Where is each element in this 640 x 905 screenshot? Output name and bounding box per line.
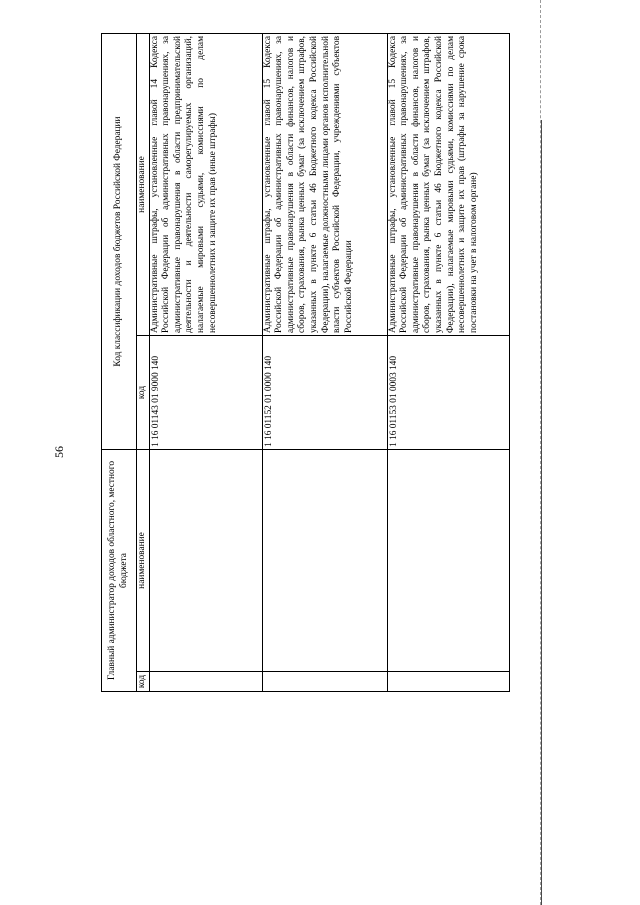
row-name: Административные штрафы, установленные главой 15 Кодекса Российской Федерации об административных правонарушениях, за административные правонарушения в области финансов, налогов и сборов, страхования, рынка ценных бумаг (за исключением штрафов, указанных в пункте 6 статьи 46 Бюджетного кодекса Российской Федерации), налагаемые должностными лицами органов исполнительной власти субъектов Российской Федерации, учреждениями субъектов Российской Федерации: [262, 33, 387, 335]
table-row: [262, 33, 387, 691]
row-code: 1 16 01152 01 0000 140: [262, 336, 387, 450]
admin-header: Главный администратор доходов областного, местного бюджета: [102, 450, 137, 692]
row-code: 1 16 01153 01 0003 140: [387, 336, 509, 450]
admin-col-code: код: [137, 672, 150, 692]
budget-col-code: код: [137, 336, 150, 450]
row-code: 1 16 01143 01 9000 140: [149, 336, 262, 450]
row-name: Административные штрафы, установленные главой 14 Кодекса Российской Федерации об административных правонарушениях, за административные правонарушения в области предпринимательской деятельности и деятельности саморегулируемых организаций, налагаемые мировыми судьями, комиссиями по делам несовершеннолетних и защите их прав (иные штрафы): [149, 33, 262, 335]
budget-col-name: наименование: [137, 33, 150, 335]
scan-edge-line: [541, 120, 542, 905]
page-number: 56: [52, 446, 66, 458]
admin-col-name: наименование: [137, 450, 150, 672]
row-admin-name: [262, 450, 387, 672]
revenue-classification-table: [101, 33, 510, 692]
table-row: [149, 33, 262, 691]
row-admin-name: [387, 450, 509, 672]
row-admin-code: [262, 672, 387, 692]
row-admin-code: [387, 672, 509, 692]
row-admin-code: [149, 672, 262, 692]
row-name: Административные штрафы, установленные главой 15 Кодекса Российской Федерации об административных правонарушениях, за административные правонарушения в области финансов, налогов и сборов, страхования, рынка ценных бумаг (за исключением штрафов, указанных в пункте 6 статьи 46 Бюджетного кодекса Российской Федерации), налагаемые мировыми судьями, комиссиями по делам несовершеннолетних и защите их прав (штрафы за нарушение срока постановки на учет в налоговом органе): [387, 33, 509, 335]
rotated-table-container: [101, 34, 503, 692]
table-row: [387, 33, 509, 691]
budget-header: Код классификации доходов бюджетов Российской Федерации: [102, 33, 137, 449]
row-admin-name: [149, 450, 262, 672]
